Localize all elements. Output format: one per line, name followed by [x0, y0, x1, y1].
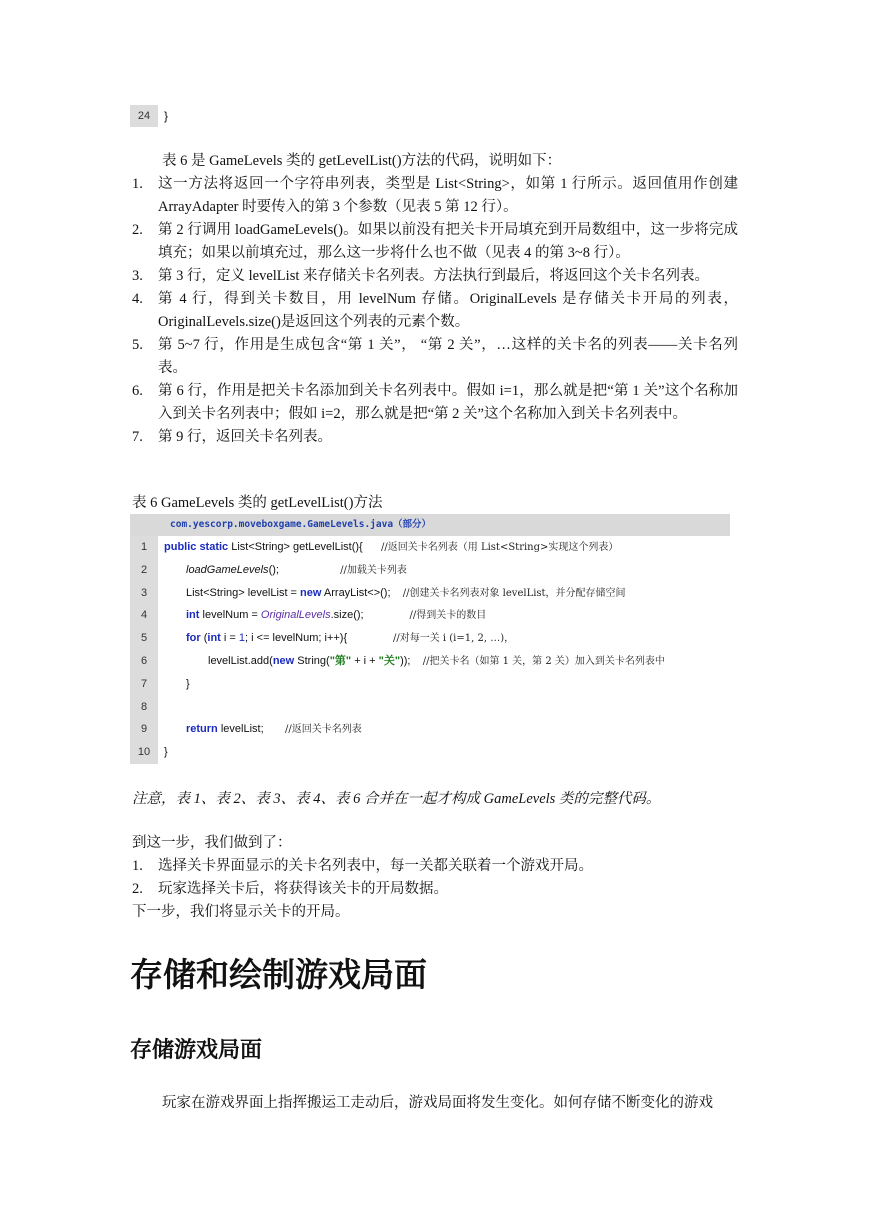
- intro-paragraph: 表 6 是 GameLevels 类的 getLevelList()方法的代码，说明如下：: [162, 153, 562, 169]
- line-number: 9: [130, 718, 158, 741]
- code-text: levelList.add(new String("第" + i + "关")); //把关卡名（如第 1 关，第 2 关）加入到关卡名列表中: [208, 654, 665, 667]
- line-number: 3: [130, 582, 158, 605]
- list-item: 1. 选择关卡界面显示的关卡名列表中，每一关都关联着一个游戏开局。: [132, 858, 593, 874]
- body-paragraph: 玩家在游戏界面上指挥搬运工走动后，游戏局面将发生变化。如何存储不断变化的游戏: [162, 1095, 713, 1111]
- code-text: int levelNum = OriginalLevels.size(); //得到关卡的数目: [186, 609, 487, 622]
- code-text: return levelList; //返回关卡名列表: [186, 723, 362, 736]
- code-row: [130, 650, 730, 673]
- code-table: [130, 514, 730, 764]
- list-item: 3. 第 3 行，定义 levelList 来存储关卡名列表。方法执行到最后，将返回这个关卡名列表。: [132, 268, 709, 284]
- done-intro: 到这一步，我们做到了：: [132, 835, 292, 851]
- line-number: 10: [130, 741, 158, 764]
- code-comment: //对每一关 i (i=1, 2, …)，: [392, 633, 515, 645]
- code-row: [130, 604, 730, 627]
- done-list: [130, 855, 738, 901]
- line-number: 5: [130, 627, 158, 650]
- list-item: 6. 第 6 行，作用是把关卡名添加到关卡名列表中。假如 i=1，那么就是把“第 1 关”这个名称加入到关卡名列表中；假如 i=2，那么就是把“第 2 关”这个名称加入到关卡名列表中。: [132, 383, 738, 422]
- code-text: }: [186, 677, 190, 690]
- explanation-list: [130, 173, 738, 449]
- code-text: for (int i = 1; i <= levelNum; i++){ //对每一关 i (i=1, 2, …)，: [186, 632, 515, 645]
- code-comment: //得到关卡的数目: [409, 610, 487, 622]
- list-item: 2. 第 2 行调用 loadGameLevels()。如果以前没有把关卡开局填充到开局数组中，这一步将完成填充；如果以前填充过，那么这一步将什么也不做（见表 4 的第 3~8 行）。: [132, 222, 738, 261]
- line-number: 2: [130, 559, 158, 582]
- code-row: [130, 627, 730, 650]
- code-comment: //返回关卡名列表（用 List<String>实现这个列表）: [381, 542, 619, 553]
- line-number: 24: [130, 105, 158, 127]
- next-step: 下一步，我们将显示关卡的开局。: [132, 904, 350, 920]
- code-row: [130, 582, 730, 605]
- code-text: loadGameLevels(); //加载关卡列表: [186, 563, 407, 576]
- table-caption: 表 6 GameLevels 类的 getLevelList()方法: [132, 495, 383, 511]
- code-row: [130, 559, 730, 582]
- code-text: List<String> levelList = new ArrayList<>(); //创建关卡名列表对象 levelList，并分配存储空间: [186, 586, 626, 599]
- code-row: [130, 718, 730, 741]
- code-row: [130, 673, 730, 696]
- code-row: [130, 696, 730, 719]
- line-number: 8: [130, 696, 158, 719]
- line-number: 4: [130, 604, 158, 627]
- code-row: [130, 741, 730, 764]
- list-item: 5. 第 5~7 行，作用是生成包含“第 1 关”， “第 2 关”，…这样的关卡名的列表——关卡名列表。: [132, 337, 738, 376]
- code-row: [130, 536, 730, 559]
- code-text: public static List<String> getLevelList(){ //返回关卡名列表（用 List<String>实现这个列表）: [164, 541, 619, 553]
- note-paragraph: 注意，表 1、表 2、表 3、表 4、表 6 合并在一起才构成 GameLevels 类的完整代码。: [132, 791, 661, 807]
- code-table-header: com.yescorp.moveboxgame.GameLevels.java（部分）: [130, 514, 730, 536]
- code-comment: //加载关卡列表: [340, 564, 407, 576]
- list-item: 1. 这一方法将返回一个字符串列表，类型是 List<String>，如第 1 行所示。返回值用作创建 ArrayAdapter 时要传入的第 3 个参数（见表 5 第 12 行）。: [132, 176, 738, 215]
- code-comment: //把关卡名（如第 1 关，第 2 关）加入到关卡名列表中: [422, 655, 665, 667]
- list-item: 7. 第 9 行，返回关卡名列表。: [132, 429, 332, 445]
- section-heading: 存储和绘制游戏局面: [130, 955, 427, 994]
- code-comment: //返回关卡名列表: [285, 724, 362, 736]
- line-number: 6: [130, 650, 158, 673]
- code-fragment: [130, 105, 730, 127]
- line-number: 1: [130, 536, 158, 559]
- code-line: }: [164, 109, 169, 123]
- list-item: 4. 第 4 行，得到关卡数目，用 levelNum 存储。OriginalLevels 是存储关卡开局的列表，OriginalLevels.size()是返回这个列表的元素个数。: [132, 291, 738, 330]
- code-comment: //创建关卡名列表对象 levelList，并分配存储空间: [402, 587, 626, 599]
- subsection-heading: 存储游戏局面: [130, 1037, 263, 1063]
- code-text: }: [164, 746, 168, 759]
- line-number: 7: [130, 673, 158, 696]
- list-item: 2. 玩家选择关卡后，将获得该关卡的开局数据。: [132, 881, 448, 897]
